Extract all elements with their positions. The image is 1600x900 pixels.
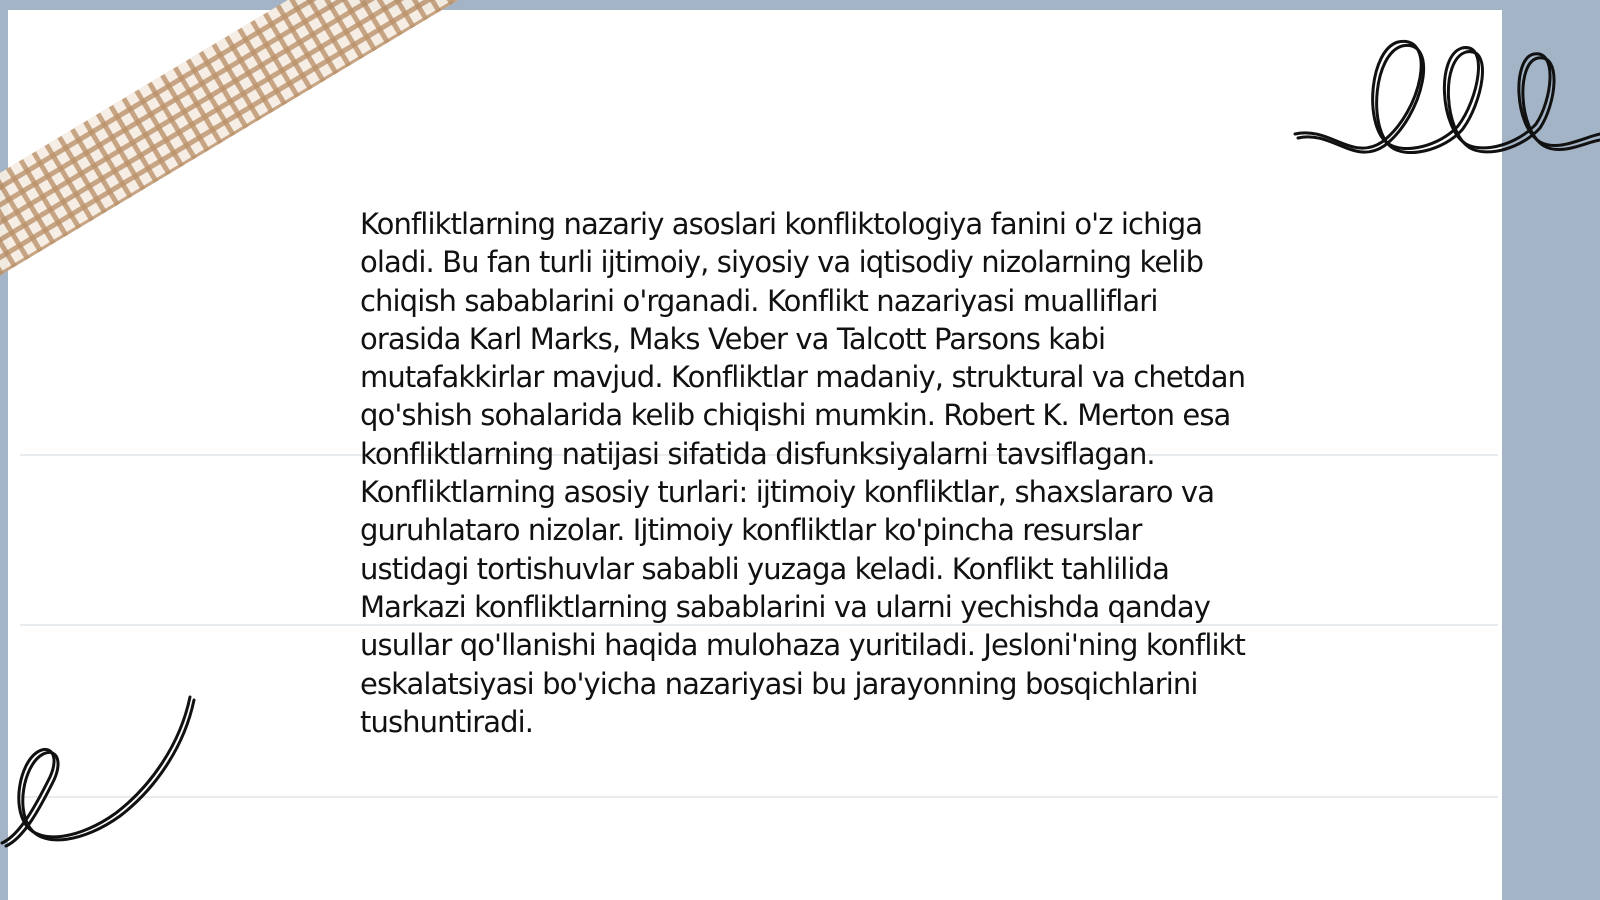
ruled-line-3: [20, 796, 1498, 798]
scribble-loops-icon: [1290, 30, 1600, 165]
loop-swoosh-icon: [0, 695, 200, 850]
body-paragraph: Konfliktlarning nazariy asoslari konfliktologiya fanini o'z ichiga oladi. Bu fan turli ijtimoiy, siyosiy va iqtisodiy nizolarning kelib chiqish sabablarini o'rganadi. Konflikt nazariyasi mualliflari orasida Karl Marks, Maks Veber va Talcott Parsons kabi mutafakkirlar mavjud. Konfliktlar madaniy, struktural va chetdan qo'shish sohalarida kelib chiqishi mumkin. Robert K. Merton esa konfliktlarning natijasi sifatida disfunksiyalarni tavsiflagan. Konfliktlarning asosiy turlari: ijtimoiy konfliktlar, shaxslararo va guruhlataro nizolar. Ijtimoiy konfliktlar ko'pincha resurslar ustidagi tortishuvlar sababli yuzaga keladi. Konflikt tahlilida Markazi konfliktlarning sabablarini va ularni yechishda qanday usullar qo'llanishi haqida mulohaza yuritiladi. Jesloni'ning konflikt eskalatsiyasi bo'yicha nazariyasi bu jarayonning bosqichlarini tushuntiradi.: [360, 207, 1246, 739]
